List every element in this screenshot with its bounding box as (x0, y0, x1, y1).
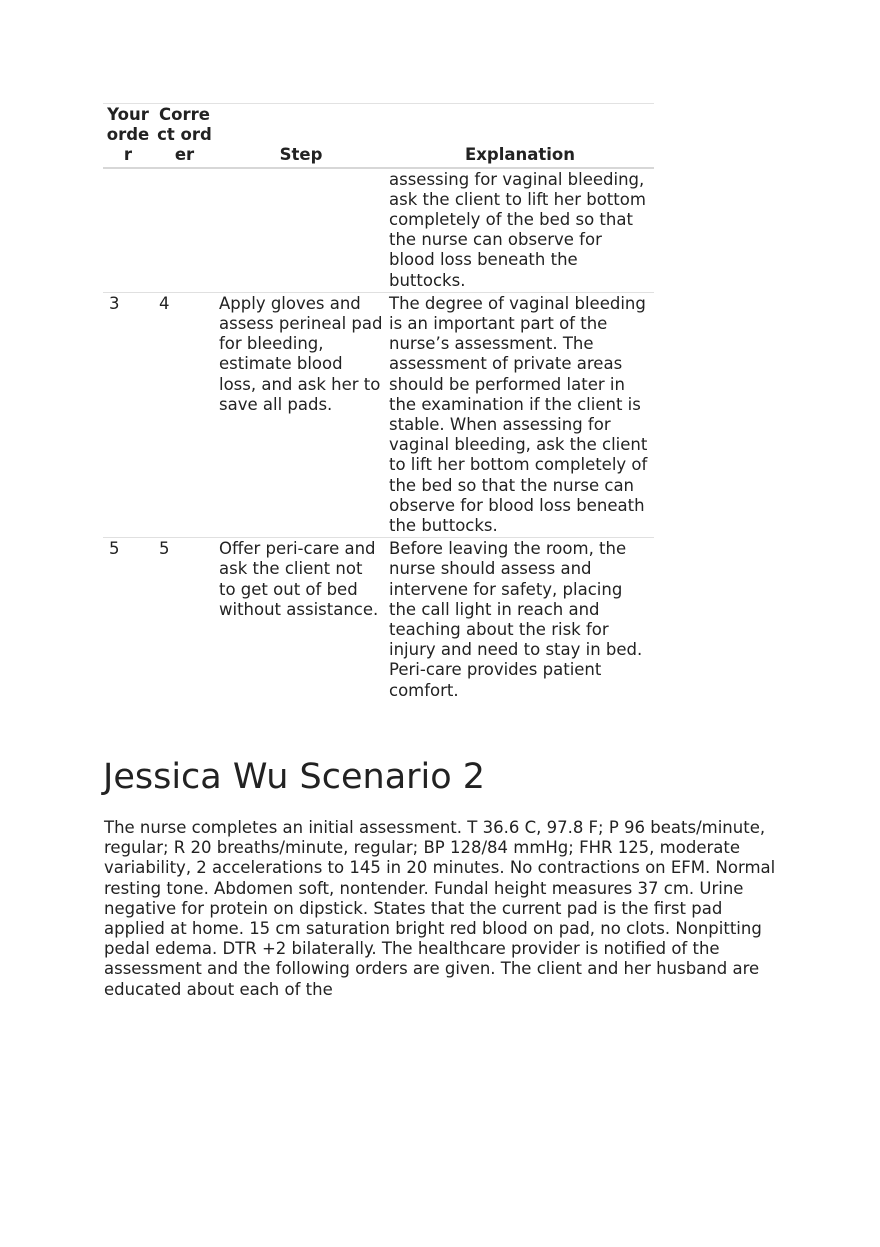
your-order-cell: 5 (109, 539, 120, 559)
header-explanation: Explanation (464, 145, 576, 165)
scenario-title: Jessica Wu Scenario 2 (103, 757, 486, 797)
step-cell: Apply gloves and assess perineal pad for bleeding, estimate blood loss, and ask her to save all pads. (219, 293, 383, 414)
explanation-cell: The degree of vaginal bleeding is an important part of the nurse’s assessment. The assessment of private areas should be performed later in the examination if the client is stable. When assessing for vaginal bleeding, ask the client to lift her bottom completely of the bed so that the nurse can observe for blood loss beneath the buttocks. (389, 293, 648, 536)
table-header-row (103, 104, 654, 168)
correct-order-cell: 4 (159, 293, 170, 313)
scenario-paragraph: The nurse completes an initial assessment. T 36.6 C, 97.8 F; P 96 beats/minute, regular; R 20 breaths/minute, regular; BP 128/84 mmHg; FHR 125, moderate variability, 2 accelerations to 145 in 20 minutes. No contractions on EFM. Normal resting tone. Abdomen soft, nontender. Fundal height measures 37 cm. Urine negative for protein on dipstick. States that the current pad is the first pad applied at home. 15 cm saturation bright red blood on pad, no clots. Nonpitting pedal edema. DTR +2 bilaterally. The healthcare provider is notified of the assessment and the following orders are given. The client and her husband are educated about each of the (104, 818, 776, 999)
explanation-cell: Before leaving the room, the nurse should assess and intervene for safety, placing the call light in reach and teaching about the risk for injury and need to stay in bed. Peri-care provides patient comfort. (389, 539, 643, 700)
header-correct-order: Correct order (157, 105, 212, 165)
step-cell (216, 168, 386, 293)
correct-order-cell: 5 (159, 539, 170, 559)
table-row (103, 292, 654, 537)
your-order-cell: 3 (109, 293, 120, 313)
header-step: Step (279, 145, 323, 165)
table-row (103, 168, 654, 293)
explanation-cell: assessing for vaginal bleeding, ask the client to lift her bottom completely of the bed so that the nurse can observe for blood loss beneath the buttocks. (389, 169, 646, 290)
correct-order-cell (153, 168, 216, 293)
order-steps-table (103, 103, 654, 702)
step-cell: Offer peri-care and ask the client not to get out of bed without assistance. (219, 539, 379, 619)
your-order-cell (103, 168, 153, 293)
header-your-order: Your order (106, 105, 150, 165)
table-row (103, 538, 654, 702)
